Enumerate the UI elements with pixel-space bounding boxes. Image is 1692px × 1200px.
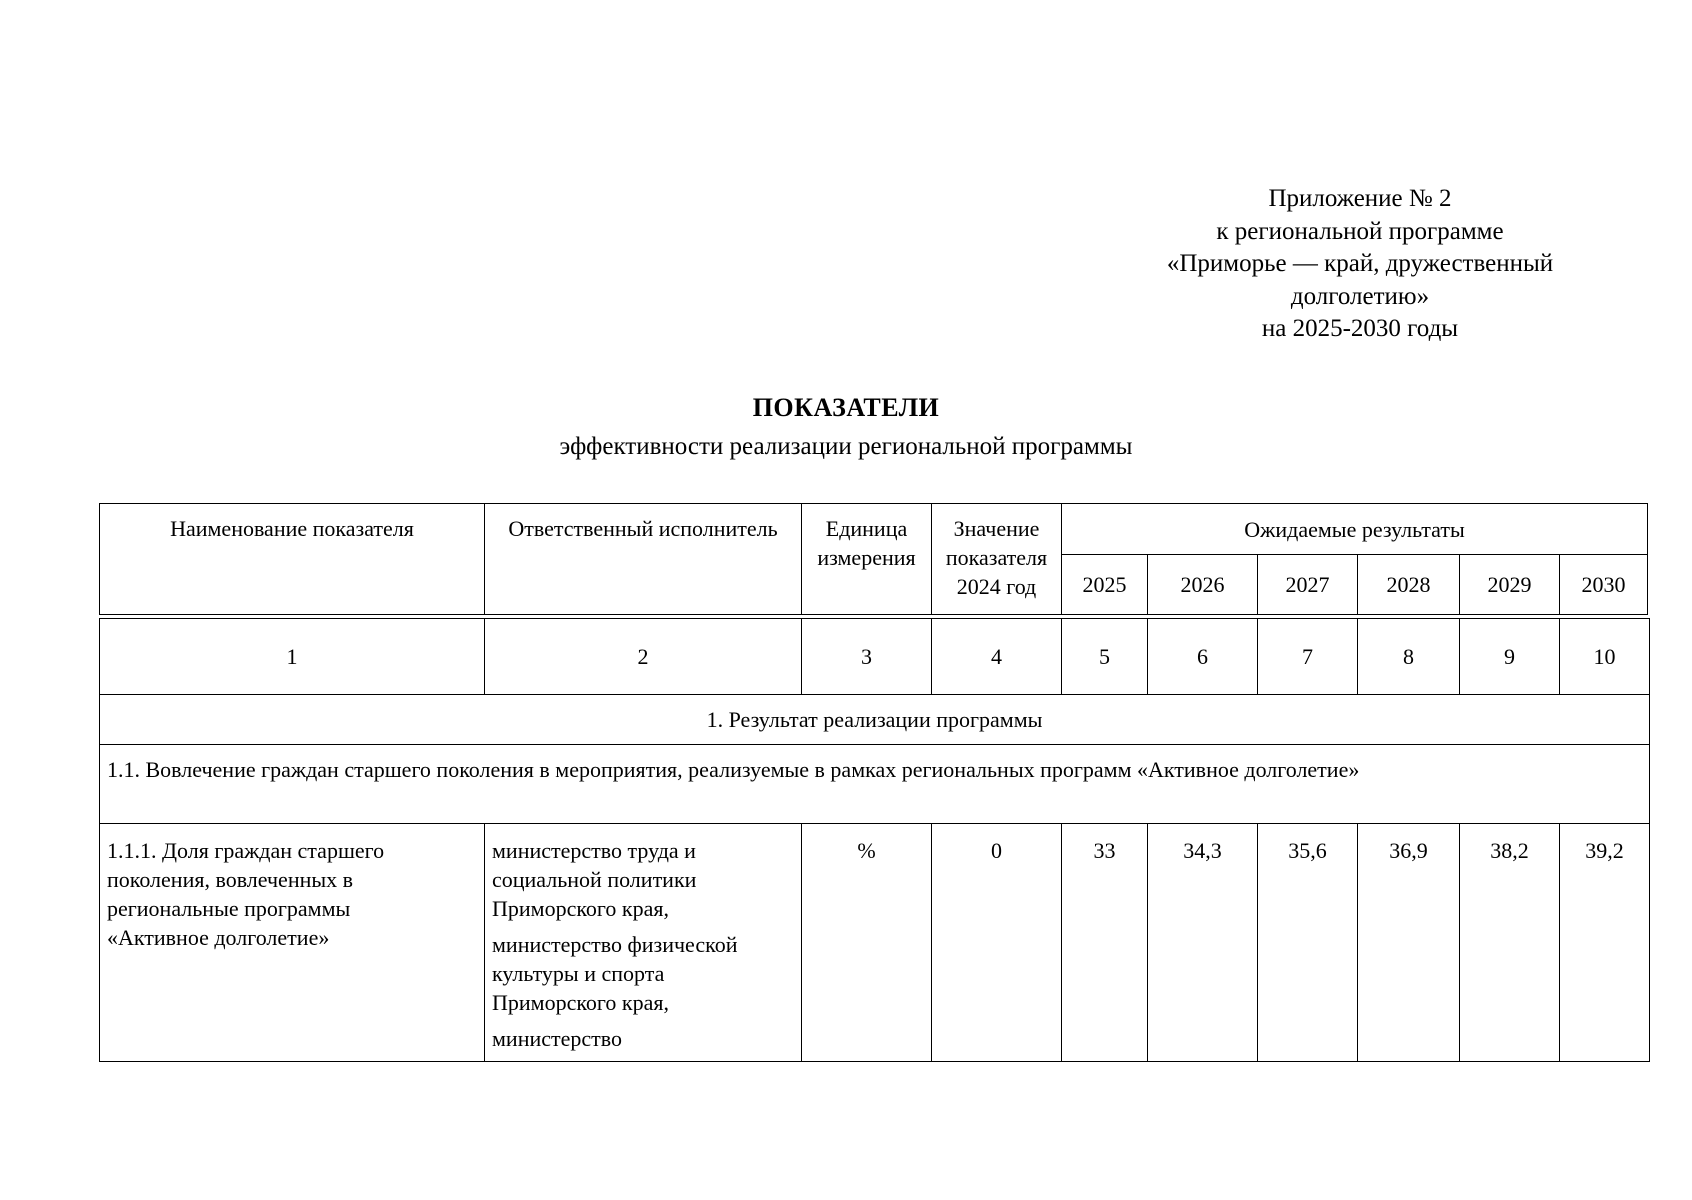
indicators-table (99, 618, 1650, 1062)
column-number: 9 (1460, 619, 1560, 695)
executor-line: министерство (492, 1026, 623, 1051)
result-cell: 36,9 (1358, 824, 1460, 1062)
executor-line: социальной политики (492, 867, 697, 892)
column-number: 3 (802, 619, 932, 695)
result-cell: 34,3 (1148, 824, 1258, 1062)
group-row (100, 745, 1650, 824)
header-executor: Ответственный исполнитель (485, 504, 802, 615)
header-value-line: Значение (953, 516, 1040, 541)
header-name: Наименование показателя (100, 504, 485, 615)
executor-line: Приморского края, (492, 896, 669, 921)
indicator-name-line: региональные программы (107, 896, 351, 921)
result-cell: 38,2 (1460, 824, 1560, 1062)
executor-line: министерство физической (492, 932, 738, 957)
header-value-line: 2024 год (956, 574, 1037, 599)
header-unit-line: Единица (825, 516, 908, 541)
indicator-name (100, 824, 485, 1062)
unit-cell: % (802, 824, 932, 1062)
header-year: 2028 (1358, 555, 1460, 615)
executor-line: Приморского края, (492, 990, 669, 1015)
header-unit (802, 504, 932, 615)
column-number: 8 (1358, 619, 1460, 695)
annex-line: на 2025-2030 годы (1261, 315, 1459, 342)
header-year: 2029 (1460, 555, 1560, 615)
header-year: 2026 (1148, 555, 1258, 615)
header-expected-results: Ожидаемые результаты (1062, 504, 1648, 555)
value-2024-cell: 0 (932, 824, 1062, 1062)
page-subtitle: эффективности реализации региональной программы (559, 433, 1133, 460)
page-title: ПОКАЗАТЕЛИ (752, 393, 940, 422)
annex-block (1120, 183, 1600, 346)
column-number: 2 (485, 619, 802, 695)
column-number: 6 (1148, 619, 1258, 695)
result-cell: 33 (1062, 824, 1148, 1062)
column-number: 1 (100, 619, 485, 695)
header-value-2024 (932, 504, 1062, 615)
indicator-name-line: поколения, вовлеченных в (107, 867, 354, 892)
section-heading: 1. Результат реализации программы (100, 695, 1650, 745)
indicator-name-line: «Активное долголетие» (107, 925, 330, 950)
result-cell: 35,6 (1258, 824, 1358, 1062)
header-year: 2025 (1062, 555, 1148, 615)
responsible-executor (485, 824, 802, 1062)
table-header (99, 503, 1648, 615)
section-row (100, 695, 1650, 745)
group-heading: 1.1. Вовлечение граждан старшего поколения в мероприятия, реализуемые в рамках региональных программ «Активное долголетие» (100, 745, 1650, 824)
column-number-row (100, 619, 1650, 695)
result-cell: 39,2 (1560, 824, 1650, 1062)
executor-line: культуры и спорта (492, 961, 665, 986)
column-number: 4 (932, 619, 1062, 695)
header-year: 2030 (1560, 555, 1648, 615)
column-number: 7 (1258, 619, 1358, 695)
annex-line: к региональной программе (1216, 217, 1504, 245)
annex-line: Приложение № 2 (1268, 185, 1452, 212)
executor-line: министерство труда и (492, 838, 696, 863)
column-number: 10 (1560, 619, 1650, 695)
annex-line: долголетию» (1290, 282, 1430, 310)
table-row (100, 824, 1650, 1062)
header-value-line: показателя (945, 545, 1048, 570)
annex-line: «Приморье — край, дружественный (1166, 250, 1554, 277)
header-year: 2027 (1258, 555, 1358, 615)
header-unit-line: измерения (817, 545, 916, 570)
indicator-name-line: 1.1.1. Доля граждан старшего (107, 838, 385, 863)
column-number: 5 (1062, 619, 1148, 695)
